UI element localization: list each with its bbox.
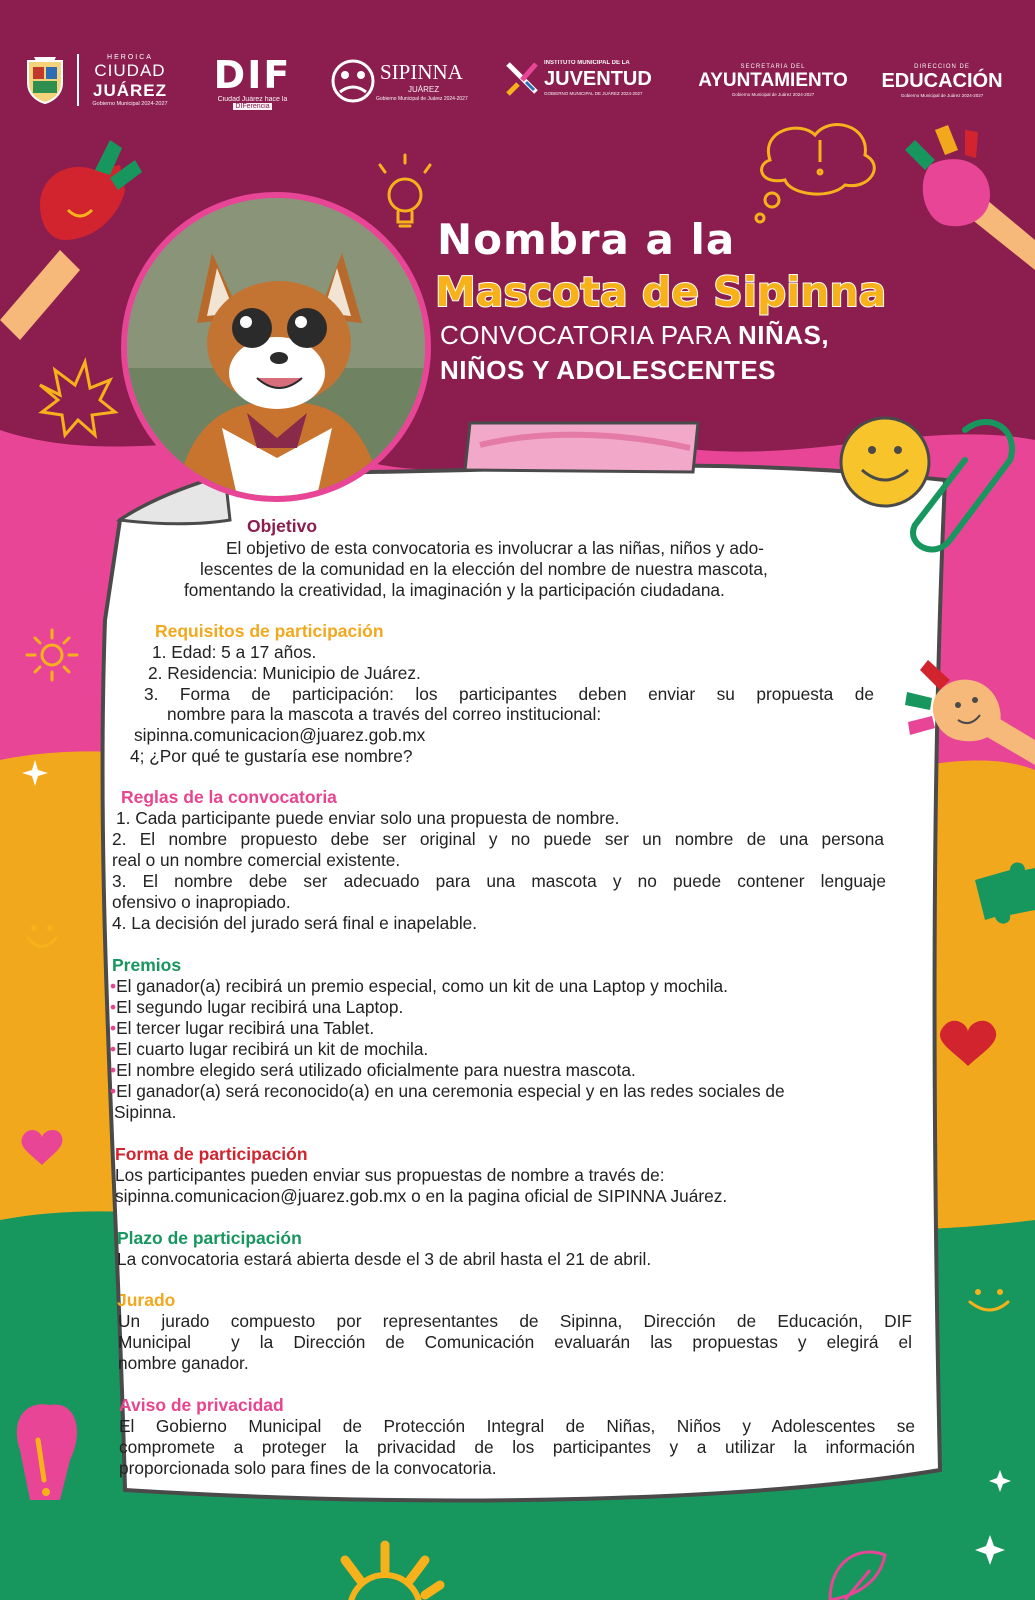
sipinna-sub: JUÁREZ (408, 85, 440, 94)
requisitos-line-4: nombre para la mascota a través del correo institucional: (167, 704, 602, 724)
dif-name: DIF (213, 53, 292, 97)
forma-line-1: Los participantes pueden enviar sus propuestas de nombre a través de: (115, 1165, 665, 1185)
juventud-small: INSTITUTO MUNICIPAL DE LA (544, 60, 630, 66)
plazo-line-1: La convocatoria estará abierta desde el 3 de abril hasta el 21 de abril. (117, 1249, 652, 1269)
requisitos-email: sipinna.comunicacion@juarez.gob.mx (134, 725, 426, 745)
objetivo-line-1: El objetivo de esta convocatoria es involucrar a las niñas, niños y ado- (226, 538, 764, 558)
reglas-line-6: 4. La decisión del jurado será final e inapelable. (112, 913, 478, 933)
jurado-line-2: Municipal y la Dirección de Comunicación evaluarán las propuestas y elegirá el (118, 1332, 912, 1352)
plazo-heading: Plazo de participación (117, 1228, 302, 1248)
juventud-tag: GOBIERNO MUNICIPAL DE JUÁREZ 2024-2027 (544, 91, 643, 96)
aviso-heading: Aviso de privacidad (119, 1395, 284, 1415)
requisitos-line-3: 3. Forma de participación: los participantes deben enviar su propuesta de (144, 684, 874, 704)
subtitle-plain: CONVOCATORIA PARA (440, 320, 738, 350)
jurado-line-1: Un jurado compuesto por representantes de Sipinna, Dirección de Educación, DIF (118, 1311, 912, 1331)
educacion-small: DIRECCIÓN DE (914, 64, 970, 70)
reglas-line-3: real o un nombre comercial existente. (112, 850, 401, 870)
subtitle-line-2: NIÑOS Y ADOLESCENTES (440, 355, 777, 385)
subtitle-bold: NIÑAS, (737, 320, 830, 350)
premio-item-1: •El ganador(a) recibirá un premio especial, como un kit de una Laptop y mochila. (110, 976, 728, 996)
reglas-line-2: 2. El nombre propuesto debe ser original y no puede ser un nombre de una persona (112, 829, 884, 849)
requisitos-line-1: 1. Edad: 5 a 17 años. (152, 642, 317, 662)
title-line-2: Mascota de Sipinna (435, 268, 887, 316)
ayuntamiento-small: SECRETARÍA DEL (740, 64, 806, 70)
reglas-line-1: 1. Cada participante puede enviar solo una propuesta de nombre. (116, 808, 620, 828)
dif-tag-prefix: Ciudad Juárez hace la (217, 96, 288, 103)
aviso-line-2: compromete a proteger la privacidad de los participantes y a utilizar la información (119, 1437, 915, 1457)
bullet-icon: • (110, 1060, 117, 1080)
bullet-icon: • (110, 1081, 117, 1101)
objetivo-line-3: fomentando la creatividad, la imaginación y la participación ciudadana. (184, 580, 725, 600)
premio-item-2: •El segundo lugar recibirá una Laptop. (110, 997, 404, 1017)
premio-item-5: •El nombre elegido será utilizado oficialmente para nuestra mascota. (110, 1060, 636, 1080)
reglas-line-4: 3. El nombre debe ser adecuado para una mascota y no puede contener lenguaje (112, 871, 886, 891)
title-line-1: Nombra a la (437, 215, 736, 264)
logo-tag: Gobierno Municipal 2024-2027 (92, 101, 168, 107)
logo-line1: CIUDAD (94, 61, 166, 80)
educacion-tag: Gobierno Municipal de Juárez 2024-2027 (900, 93, 984, 98)
aviso-line-3: proporcionada solo para fines de la convocatoria. (119, 1458, 497, 1478)
objetivo-heading: Objetivo (247, 516, 318, 536)
ayuntamiento-tag: Gobierno Municipal de Juárez 2024-2027 (731, 92, 815, 97)
juventud-name: JUVENTUD (544, 68, 652, 90)
jurado-line-3: nombre ganador. (118, 1353, 249, 1373)
requisitos-heading: Requisitos de participación (155, 621, 384, 641)
requisitos-line-6: 4; ¿Por qué te gustaría ese nombre? (130, 746, 413, 766)
bullet-icon: • (110, 1039, 117, 1059)
aviso-line-1: El Gobierno Municipal de Protección Integral de Niñas, Niños y Adolescentes se (119, 1416, 915, 1436)
sipinna-tag: Gobierno Municipal de Juárez 2024-2027 (376, 96, 468, 102)
premio-item-6-continuation: Sipinna. (114, 1102, 177, 1122)
objetivo-line-2: lescentes de la comunidad en la elección del nombre de nuestra mascota, (200, 559, 768, 579)
forma-line-2: sipinna.comunicacion@juarez.gob.mx o en la pagina oficial de SIPINNA Juárez. (115, 1186, 728, 1206)
dif-tag-box: DIFerencia (235, 103, 270, 110)
ayuntamiento-name: AYUNTAMIENTO (698, 70, 848, 91)
reglas-heading: Reglas de la convocatoria (121, 787, 337, 807)
bullet-icon: • (110, 997, 117, 1017)
educacion-name: EDUCACIÓN (881, 70, 1003, 92)
sipinna-name: SIPINNA (380, 60, 463, 84)
bullet-icon: • (110, 1018, 117, 1038)
logo-line2: JUÁREZ (92, 81, 167, 100)
premio-item-6: •El ganador(a) será reconocido(a) en una ceremonia especial y en las redes sociales de (110, 1081, 785, 1101)
logo-small-text: HEROICA (107, 54, 153, 61)
reglas-line-5: ofensivo o inapropiado. (112, 892, 291, 912)
forma-heading: Forma de participación (115, 1144, 308, 1164)
jurado-heading: Jurado (117, 1290, 176, 1310)
premio-item-4: •El cuarto lugar recibirá un kit de mochila. (110, 1039, 429, 1059)
requisitos-line-2: 2. Residencia: Municipio de Juárez. (148, 663, 421, 683)
bullet-icon: • (110, 976, 117, 996)
premios-heading: Premios (112, 955, 182, 975)
premio-item-3: •El tercer lugar recibirá una Tablet. (110, 1018, 375, 1038)
